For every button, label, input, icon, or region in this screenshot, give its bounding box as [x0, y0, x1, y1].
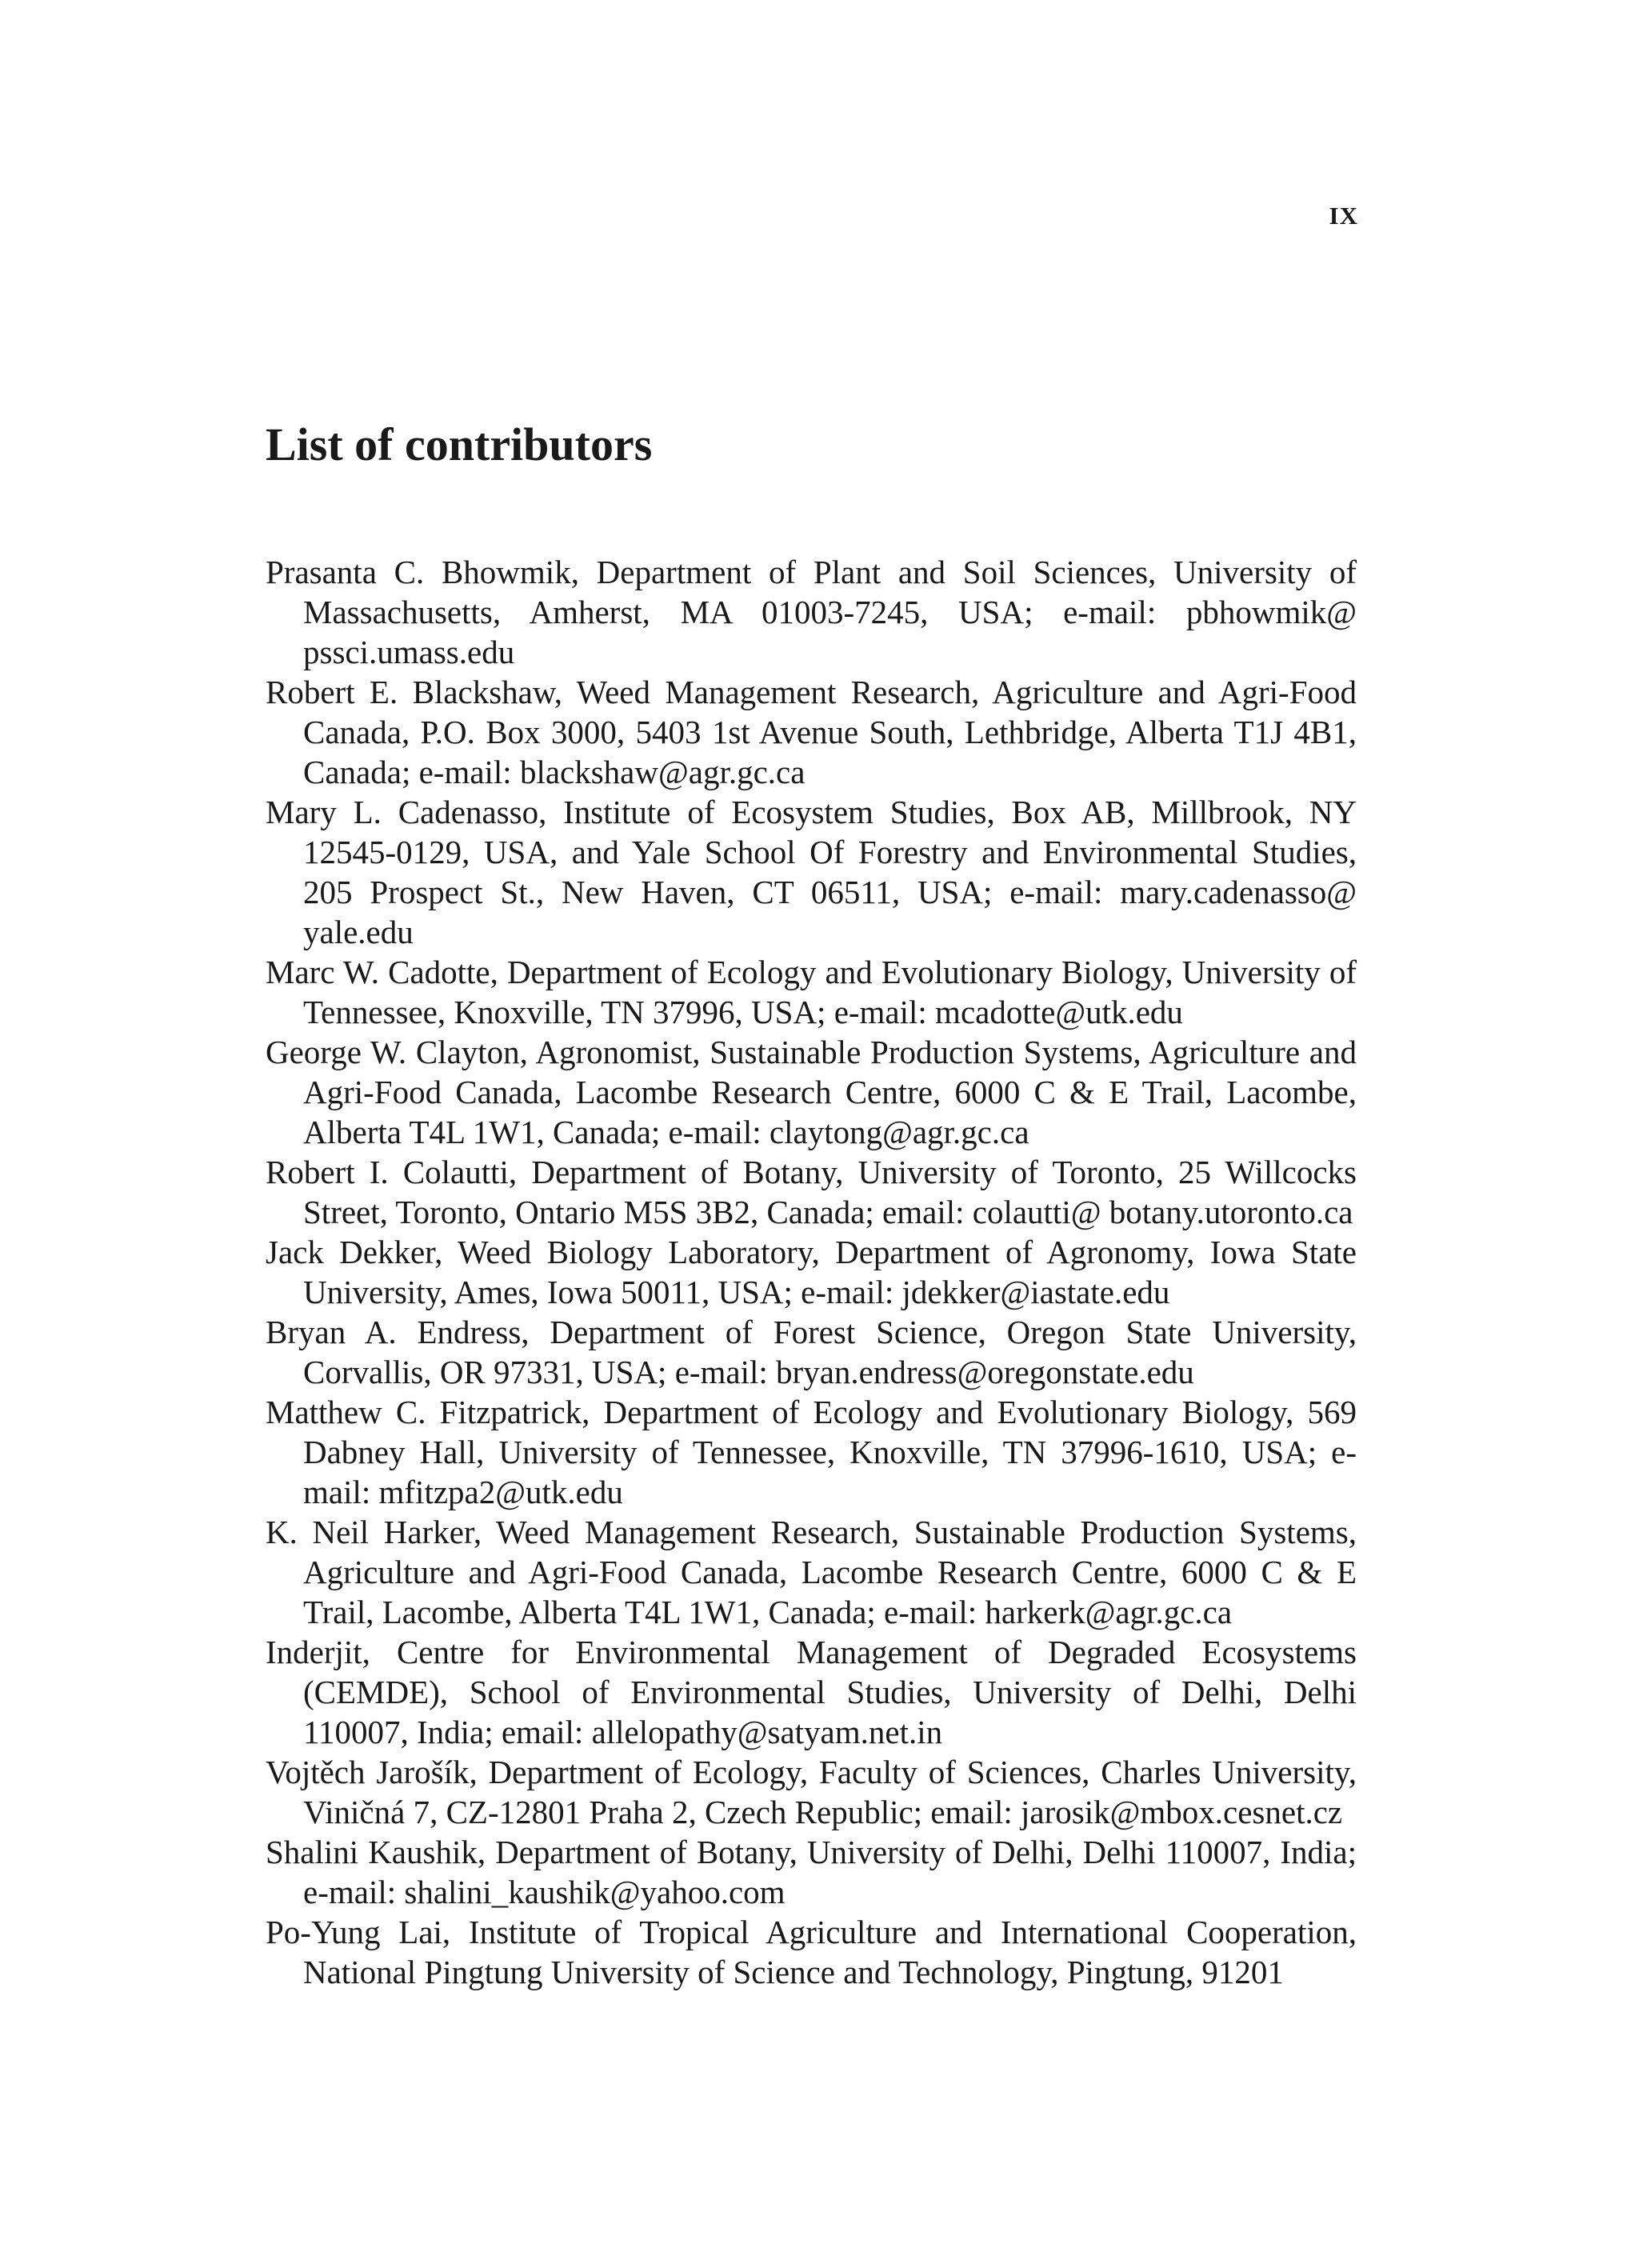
contributor-entry: George W. Clayton, Agronomist, Sustainable Production Systems, Agriculture and Agri-Food Canada, Lacombe Research Centre, 6000 C & E Trail, Lacombe, Alberta T4L 1W1, Canada; e-mail: claytong@agr.gc.ca — [266, 1034, 1357, 1150]
contributor-entry: Po-Yung Lai, Institute of Tropical Agriculture and International Cooperation, National Pingtung University of Science and Technology, Pingtung, 91201 — [266, 1914, 1357, 1990]
contributor-entry: Robert I. Colautti, Department of Botany, University of Toronto, 25 Willcocks Street, Toronto, Ontario M5S 3B2, Canada; email: colautti@ botany.utoronto.ca — [266, 1154, 1357, 1230]
page-title: List of contributors — [266, 418, 653, 470]
contributor-entry: Inderjit, Centre for Environmental Management of Degraded Ecosystems (CEMDE), School of Environmental Studies, University of Delhi, Delhi 110007, India; email: allelopathy@satyam.net.in — [266, 1634, 1357, 1750]
contributor-entry: Shalini Kaushik, Department of Botany, University of Delhi, Delhi 110007, India; e-mail: shalini_kaushik@yahoo.com — [266, 1834, 1357, 1910]
contributor-list — [266, 552, 1357, 1992]
contributor-entry: Marc W. Cadotte, Department of Ecology and Evolutionary Biology, University of Tennessee, Knoxville, TN 37996, USA; e-mail: mcadotte@utk.edu — [266, 954, 1357, 1030]
contributor-entry: K. Neil Harker, Weed Management Research, Sustainable Production Systems, Agriculture and Agri-Food Canada, Lacombe Research Centre, 6000 C & E Trail, Lacombe, Alberta T4L 1W1, Canada; e-mail: harkerk@agr.gc.ca — [266, 1514, 1357, 1630]
contributor-entry: Vojtěch Jarošík, Department of Ecology, Faculty of Sciences, Charles University, Viničná 7, CZ-12801 Praha 2, Czech Republic; email: jarosik@mbox.cesnet.cz — [266, 1754, 1357, 1830]
contributor-entry: Jack Dekker, Weed Biology Laboratory, Department of Agronomy, Iowa State University, Ames, Iowa 50011, USA; e-mail: jdekker@iastate.edu — [266, 1234, 1357, 1310]
contributor-entry: Bryan A. Endress, Department of Forest Science, Oregon State University, Corvallis, OR 97331, USA; e-mail: bryan.endress@oregonstate.edu — [266, 1314, 1357, 1390]
contributor-entry: Mary L. Cadenasso, Institute of Ecosystem Studies, Box AB, Millbrook, NY 12545-0129, USA, and Yale School Of Forestry and Environmental Studies, 205 Prospect St., New Haven, CT 06511, USA; e-mail: mary.cadenasso@ yale.edu — [266, 794, 1357, 950]
contributor-entry: Prasanta C. Bhowmik, Department of Plant and Soil Sciences, University of Massachusetts, Amherst, MA 01003-7245, USA; e-mail: pbhowmik@ pssci.umass.edu — [266, 554, 1357, 670]
contributor-entry: Matthew C. Fitzpatrick, Department of Ecology and Evolutionary Biology, 569 Dabney Hall, University of Tennessee, Knoxville, TN 37996-1610, USA; e-mail: mfitzpa2@utk.edu — [266, 1394, 1357, 1510]
page-number: IX — [1329, 202, 1358, 230]
contributor-entry: Robert E. Blackshaw, Weed Management Research, Agriculture and Agri-Food Canada, P.O. Box 3000, 5403 1st Avenue South, Lethbridge, Alberta T1J 4B1, Canada; e-mail: blackshaw@agr.gc.ca — [266, 674, 1357, 790]
